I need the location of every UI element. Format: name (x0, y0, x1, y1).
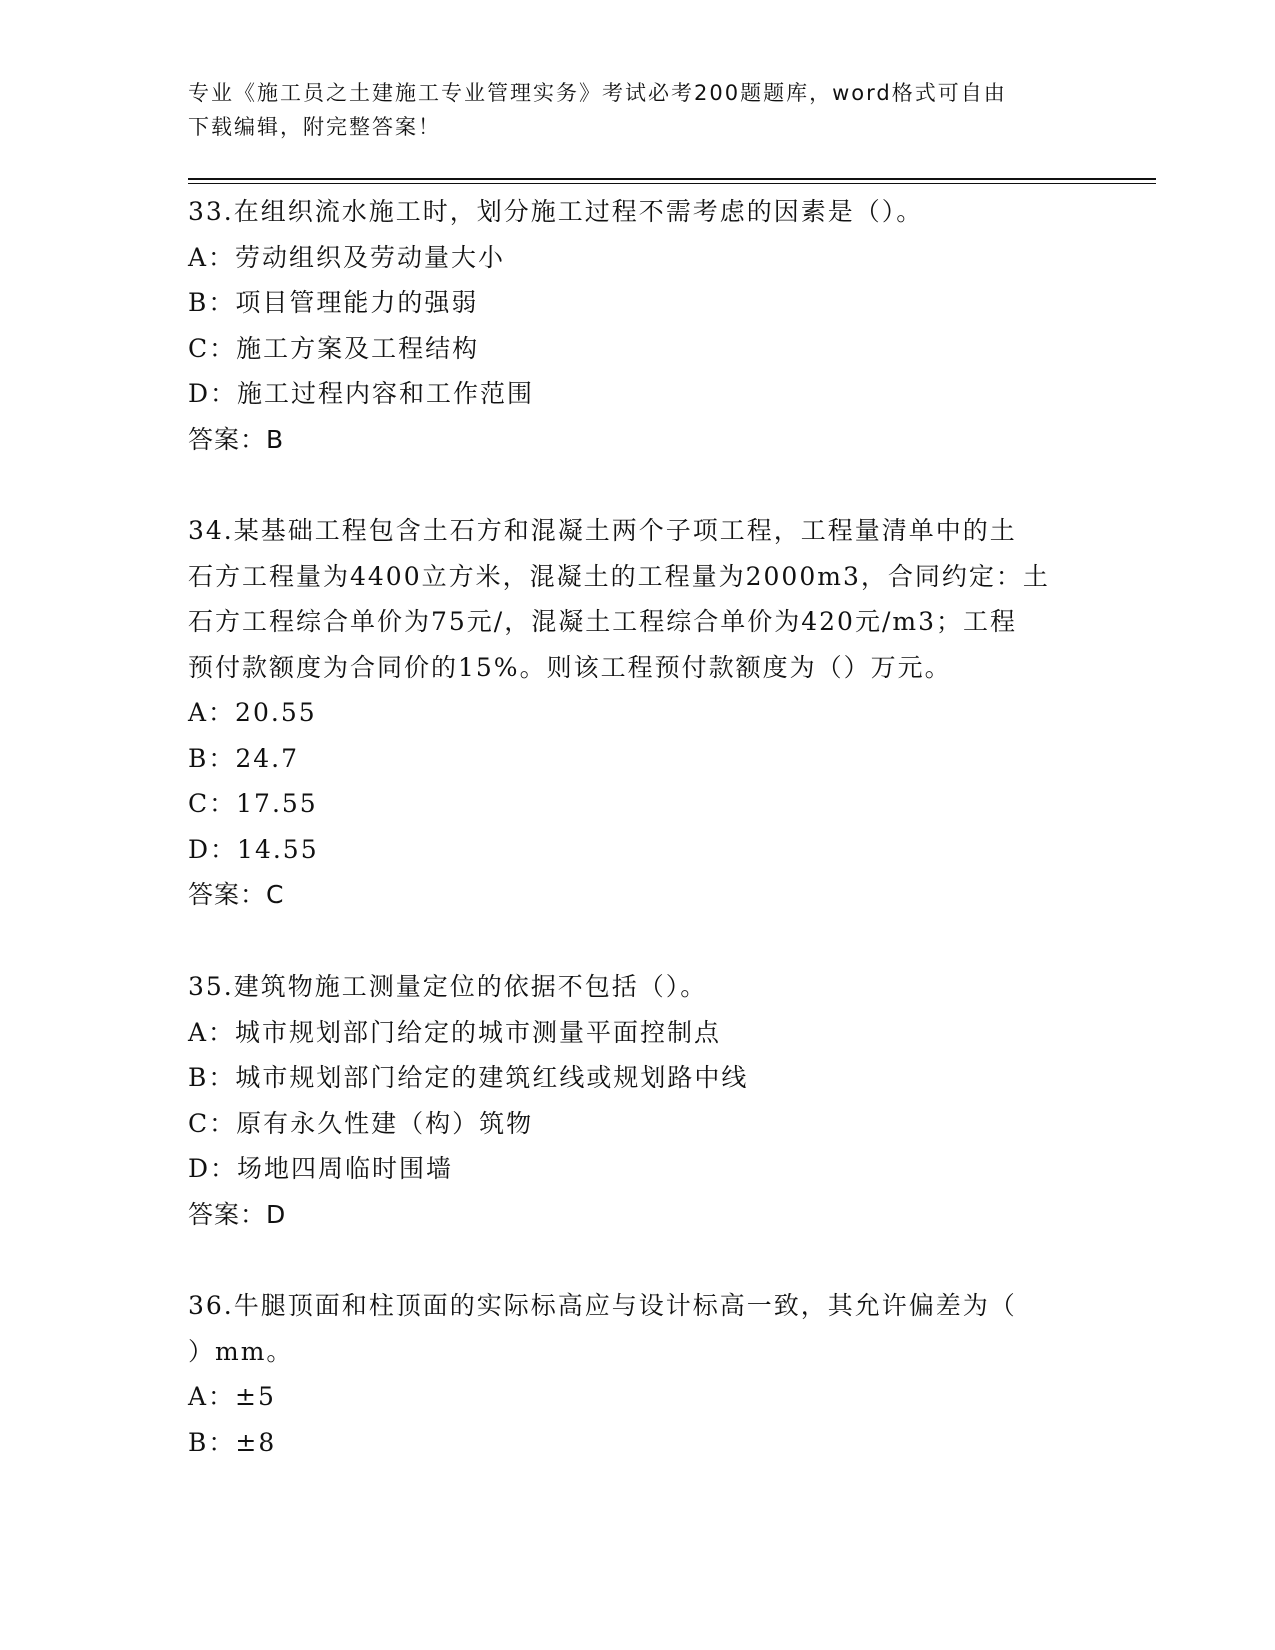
option-b: B：24.7 (188, 743, 300, 773)
question-stem-line-3: 石方工程综合单价为75元/，混凝土工程综合单价为420元/m3；工程 (188, 607, 1017, 636)
question-34 (188, 508, 1108, 918)
question-stem-line-1: 36.牛腿顶面和柱顶面的实际标高应与设计标高一致，其允许偏差为（ (188, 1291, 1017, 1320)
header-divider-thick (188, 178, 1156, 180)
answer-label: 答案：D (188, 1199, 287, 1229)
option-a: A：20.55 (188, 698, 317, 727)
option-c: C：17.55 (188, 789, 318, 818)
answer-label: 答案：B (188, 424, 285, 454)
option-a: A：±5 (188, 1382, 276, 1411)
answer-label: 答案：C (188, 880, 285, 909)
option-c: C：施工方案及工程结构 (188, 333, 480, 363)
question-stem: 35.建筑物施工测量定位的依据不包括（）。 (188, 972, 708, 1001)
question-stem-line-2: ）mm。 (188, 1336, 294, 1366)
question-stem-line-4: 预付款额度为合同价的15%。则该工程预付款额度为（）万元。 (188, 652, 952, 682)
option-d: D：场地四周临时围墙 (188, 1154, 454, 1183)
document-header (188, 76, 1088, 144)
question-stem: 33.在组织流水施工时，划分施工过程不需考虑的因素是（）。 (188, 197, 924, 226)
question-36 (188, 1283, 1108, 1465)
question-stem-line-2: 石方工程量为4400立方米，混凝土的工程量为2000m3，合同约定：土 (188, 561, 1050, 591)
option-a: A：城市规划部门给定的城市测量平面控制点 (188, 1017, 722, 1047)
header-line-2: 下载编辑，附完整答案！ (188, 115, 441, 139)
header-divider-thin (188, 183, 1156, 184)
option-d: D：施工过程内容和工作范围 (188, 379, 535, 408)
option-a: A：劳动组织及劳动量大小 (188, 242, 506, 272)
option-b: B：项目管理能力的强弱 (188, 288, 479, 317)
option-b: B：城市规划部门给定的建筑红线或规划路中线 (188, 1063, 749, 1092)
question-stem-line-1: 34.某基础工程包含土石方和混凝土两个子项工程，工程量清单中的土 (188, 516, 1017, 545)
option-b: B：±8 (188, 1427, 277, 1457)
header-line-1: 专业《施工员之土建施工专业管理实务》考试必考200题题库，word格式可自由 (188, 81, 1007, 105)
question-33 (188, 189, 1108, 462)
option-c: C：原有永久性建（构）筑物 (188, 1108, 534, 1138)
question-35 (188, 964, 1108, 1237)
option-d: D：14.55 (188, 834, 319, 864)
